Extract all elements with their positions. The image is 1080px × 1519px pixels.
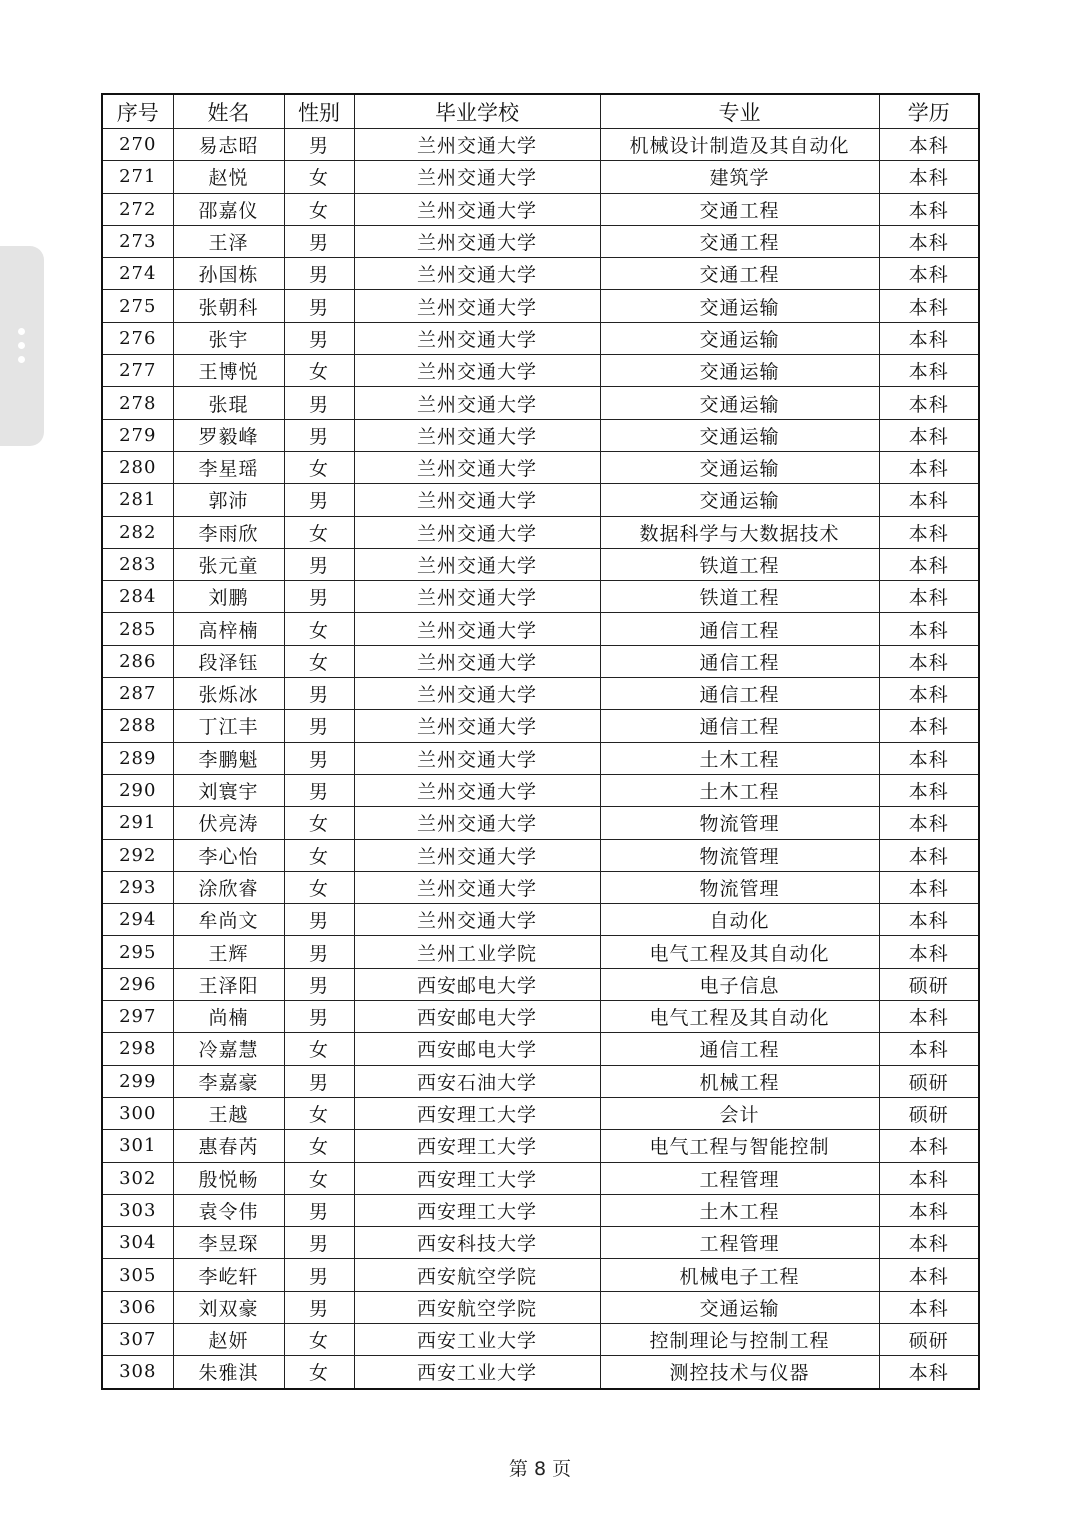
school-cell: 西安邮电大学 xyxy=(354,968,600,1000)
gender-cell: 女 xyxy=(284,1162,354,1194)
serial-number-cell: 298 xyxy=(102,1033,173,1065)
name-cell: 李屹轩 xyxy=(173,1259,284,1291)
major-cell: 铁道工程 xyxy=(600,548,879,580)
name-cell: 张宇 xyxy=(173,322,284,354)
column-header: 毕业学校 xyxy=(354,94,600,129)
side-panel-handle[interactable] xyxy=(0,246,44,446)
table-body xyxy=(102,129,979,1389)
name-cell: 赵妍 xyxy=(173,1323,284,1355)
name-cell: 尚楠 xyxy=(173,1001,284,1033)
degree-cell: 本科 xyxy=(879,484,979,516)
major-cell: 铁道工程 xyxy=(600,581,879,613)
major-cell: 工程管理 xyxy=(600,1162,879,1194)
table-row xyxy=(102,548,979,580)
major-cell: 交通工程 xyxy=(600,193,879,225)
degree-cell: 本科 xyxy=(879,1001,979,1033)
serial-number-cell: 284 xyxy=(102,581,173,613)
name-cell: 王泽阳 xyxy=(173,968,284,1000)
degree-cell: 本科 xyxy=(879,225,979,257)
name-cell: 冷嘉慧 xyxy=(173,1033,284,1065)
name-cell: 涂欣睿 xyxy=(173,871,284,903)
major-cell: 通信工程 xyxy=(600,710,879,742)
serial-number-cell: 308 xyxy=(102,1356,173,1389)
gender-cell: 男 xyxy=(284,258,354,290)
school-cell: 西安石油大学 xyxy=(354,1065,600,1097)
serial-number-cell: 278 xyxy=(102,387,173,419)
major-cell: 土木工程 xyxy=(600,742,879,774)
serial-number-cell: 280 xyxy=(102,451,173,483)
major-cell: 土木工程 xyxy=(600,774,879,806)
name-cell: 李星瑶 xyxy=(173,451,284,483)
roster-table xyxy=(101,93,980,1390)
degree-cell: 硕研 xyxy=(879,1323,979,1355)
gender-cell: 男 xyxy=(284,742,354,774)
name-cell: 张元童 xyxy=(173,548,284,580)
gender-cell: 男 xyxy=(284,774,354,806)
degree-cell: 硕研 xyxy=(879,1065,979,1097)
major-cell: 交通工程 xyxy=(600,225,879,257)
major-cell: 交通运输 xyxy=(600,290,879,322)
gender-cell: 男 xyxy=(284,387,354,419)
table-row xyxy=(102,451,979,483)
table-row xyxy=(102,1001,979,1033)
school-cell: 兰州交通大学 xyxy=(354,355,600,387)
name-cell: 李雨欣 xyxy=(173,516,284,548)
degree-cell: 硕研 xyxy=(879,968,979,1000)
major-cell: 物流管理 xyxy=(600,871,879,903)
major-cell: 电气工程及其自动化 xyxy=(600,1001,879,1033)
name-cell: 李嘉豪 xyxy=(173,1065,284,1097)
name-cell: 李心怡 xyxy=(173,839,284,871)
serial-number-cell: 277 xyxy=(102,355,173,387)
school-cell: 西安邮电大学 xyxy=(354,1033,600,1065)
school-cell: 兰州交通大学 xyxy=(354,161,600,193)
table-row xyxy=(102,1227,979,1259)
major-cell: 物流管理 xyxy=(600,807,879,839)
major-cell: 物流管理 xyxy=(600,839,879,871)
gender-cell: 男 xyxy=(284,936,354,968)
table-row xyxy=(102,1194,979,1226)
school-cell: 兰州交通大学 xyxy=(354,548,600,580)
serial-number-cell: 288 xyxy=(102,710,173,742)
table-row xyxy=(102,225,979,257)
school-cell: 兰州交通大学 xyxy=(354,774,600,806)
gender-cell: 男 xyxy=(284,484,354,516)
name-cell: 赵悦 xyxy=(173,161,284,193)
gender-cell: 女 xyxy=(284,1356,354,1389)
serial-number-cell: 295 xyxy=(102,936,173,968)
name-cell: 段泽钰 xyxy=(173,645,284,677)
column-header: 性别 xyxy=(284,94,354,129)
table-row xyxy=(102,516,979,548)
name-cell: 张琨 xyxy=(173,387,284,419)
gender-cell: 男 xyxy=(284,1291,354,1323)
school-cell: 兰州交通大学 xyxy=(354,581,600,613)
name-cell: 伏亮涛 xyxy=(173,807,284,839)
name-cell: 李昱琛 xyxy=(173,1227,284,1259)
major-cell: 交通工程 xyxy=(600,258,879,290)
school-cell: 西安邮电大学 xyxy=(354,1001,600,1033)
table-row xyxy=(102,290,979,322)
table-row xyxy=(102,355,979,387)
table-row xyxy=(102,1259,979,1291)
serial-number-cell: 273 xyxy=(102,225,173,257)
name-cell: 王泽 xyxy=(173,225,284,257)
name-cell: 刘鹏 xyxy=(173,581,284,613)
table-row xyxy=(102,678,979,710)
serial-number-cell: 303 xyxy=(102,1194,173,1226)
serial-number-cell: 297 xyxy=(102,1001,173,1033)
school-cell: 兰州交通大学 xyxy=(354,484,600,516)
name-cell: 王博悦 xyxy=(173,355,284,387)
serial-number-cell: 287 xyxy=(102,678,173,710)
serial-number-cell: 305 xyxy=(102,1259,173,1291)
school-cell: 西安理工大学 xyxy=(354,1097,600,1129)
degree-cell: 本科 xyxy=(879,1033,979,1065)
name-cell: 王辉 xyxy=(173,936,284,968)
serial-number-cell: 279 xyxy=(102,419,173,451)
degree-cell: 本科 xyxy=(879,1227,979,1259)
school-cell: 兰州交通大学 xyxy=(354,451,600,483)
gender-cell: 女 xyxy=(284,1130,354,1162)
degree-cell: 本科 xyxy=(879,322,979,354)
serial-number-cell: 286 xyxy=(102,645,173,677)
school-cell: 兰州交通大学 xyxy=(354,710,600,742)
major-cell: 机械电子工程 xyxy=(600,1259,879,1291)
name-cell: 刘双豪 xyxy=(173,1291,284,1323)
serial-number-cell: 291 xyxy=(102,807,173,839)
gender-cell: 女 xyxy=(284,161,354,193)
major-cell: 交通运输 xyxy=(600,419,879,451)
table-row xyxy=(102,807,979,839)
table-row xyxy=(102,1162,979,1194)
more-vertical-icon-dot xyxy=(18,356,25,363)
table-row xyxy=(102,742,979,774)
degree-cell: 本科 xyxy=(879,678,979,710)
serial-number-cell: 283 xyxy=(102,548,173,580)
gender-cell: 男 xyxy=(284,1194,354,1226)
name-cell: 孙国栋 xyxy=(173,258,284,290)
name-cell: 李鹏魁 xyxy=(173,742,284,774)
table-row xyxy=(102,1065,979,1097)
name-cell: 袁令伟 xyxy=(173,1194,284,1226)
serial-number-cell: 274 xyxy=(102,258,173,290)
major-cell: 交通运输 xyxy=(600,451,879,483)
serial-number-cell: 300 xyxy=(102,1097,173,1129)
gender-cell: 男 xyxy=(284,290,354,322)
major-cell: 电气工程与智能控制 xyxy=(600,1130,879,1162)
gender-cell: 女 xyxy=(284,1033,354,1065)
gender-cell: 女 xyxy=(284,193,354,225)
table-row xyxy=(102,322,979,354)
name-cell: 刘寰宇 xyxy=(173,774,284,806)
serial-number-cell: 276 xyxy=(102,322,173,354)
major-cell: 通信工程 xyxy=(600,1033,879,1065)
gender-cell: 女 xyxy=(284,645,354,677)
table-row xyxy=(102,1356,979,1389)
gender-cell: 男 xyxy=(284,322,354,354)
degree-cell: 本科 xyxy=(879,290,979,322)
table-row xyxy=(102,1033,979,1065)
degree-cell: 本科 xyxy=(879,581,979,613)
gender-cell: 男 xyxy=(284,548,354,580)
degree-cell: 本科 xyxy=(879,904,979,936)
serial-number-cell: 290 xyxy=(102,774,173,806)
gender-cell: 女 xyxy=(284,613,354,645)
serial-number-cell: 296 xyxy=(102,968,173,1000)
school-cell: 兰州交通大学 xyxy=(354,807,600,839)
gender-cell: 男 xyxy=(284,1259,354,1291)
table-row xyxy=(102,387,979,419)
serial-number-cell: 271 xyxy=(102,161,173,193)
degree-cell: 本科 xyxy=(879,613,979,645)
degree-cell: 本科 xyxy=(879,1194,979,1226)
table-row xyxy=(102,710,979,742)
more-vertical-icon-dot xyxy=(18,342,25,349)
serial-number-cell: 301 xyxy=(102,1130,173,1162)
school-cell: 兰州交通大学 xyxy=(354,258,600,290)
school-cell: 兰州交通大学 xyxy=(354,290,600,322)
degree-cell: 本科 xyxy=(879,1130,979,1162)
school-cell: 兰州交通大学 xyxy=(354,516,600,548)
gender-cell: 男 xyxy=(284,904,354,936)
major-cell: 数据科学与大数据技术 xyxy=(600,516,879,548)
degree-cell: 硕研 xyxy=(879,1097,979,1129)
school-cell: 兰州交通大学 xyxy=(354,387,600,419)
name-cell: 张烁冰 xyxy=(173,678,284,710)
degree-cell: 本科 xyxy=(879,1291,979,1323)
serial-number-cell: 285 xyxy=(102,613,173,645)
school-cell: 兰州交通大学 xyxy=(354,871,600,903)
degree-cell: 本科 xyxy=(879,839,979,871)
table-row xyxy=(102,613,979,645)
school-cell: 兰州交通大学 xyxy=(354,225,600,257)
serial-number-cell: 304 xyxy=(102,1227,173,1259)
school-cell: 西安理工大学 xyxy=(354,1194,600,1226)
table-header-row xyxy=(102,94,979,129)
table-row xyxy=(102,839,979,871)
name-cell: 王越 xyxy=(173,1097,284,1129)
degree-cell: 本科 xyxy=(879,419,979,451)
table-row xyxy=(102,161,979,193)
table-row xyxy=(102,904,979,936)
degree-cell: 本科 xyxy=(879,548,979,580)
table-row xyxy=(102,936,979,968)
major-cell: 机械工程 xyxy=(600,1065,879,1097)
school-cell: 西安航空学院 xyxy=(354,1259,600,1291)
school-cell: 西安工业大学 xyxy=(354,1356,600,1389)
table-row xyxy=(102,193,979,225)
column-header: 学历 xyxy=(879,94,979,129)
gender-cell: 男 xyxy=(284,710,354,742)
degree-cell: 本科 xyxy=(879,355,979,387)
serial-number-cell: 306 xyxy=(102,1291,173,1323)
school-cell: 兰州交通大学 xyxy=(354,322,600,354)
major-cell: 通信工程 xyxy=(600,678,879,710)
gender-cell: 男 xyxy=(284,419,354,451)
table-row xyxy=(102,419,979,451)
major-cell: 交通运输 xyxy=(600,1291,879,1323)
degree-cell: 本科 xyxy=(879,936,979,968)
gender-cell: 男 xyxy=(284,968,354,1000)
gender-cell: 女 xyxy=(284,1097,354,1129)
gender-cell: 女 xyxy=(284,451,354,483)
serial-number-cell: 272 xyxy=(102,193,173,225)
school-cell: 兰州交通大学 xyxy=(354,419,600,451)
gender-cell: 男 xyxy=(284,678,354,710)
serial-number-cell: 307 xyxy=(102,1323,173,1355)
major-cell: 土木工程 xyxy=(600,1194,879,1226)
page-number: 第 8 页 xyxy=(508,1458,572,1480)
school-cell: 兰州交通大学 xyxy=(354,904,600,936)
gender-cell: 男 xyxy=(284,1065,354,1097)
degree-cell: 本科 xyxy=(879,645,979,677)
degree-cell: 本科 xyxy=(879,451,979,483)
degree-cell: 本科 xyxy=(879,742,979,774)
major-cell: 工程管理 xyxy=(600,1227,879,1259)
serial-number-cell: 294 xyxy=(102,904,173,936)
school-cell: 兰州交通大学 xyxy=(354,129,600,161)
column-header: 序号 xyxy=(102,94,173,129)
degree-cell: 本科 xyxy=(879,387,979,419)
gender-cell: 男 xyxy=(284,1227,354,1259)
degree-cell: 本科 xyxy=(879,871,979,903)
degree-cell: 本科 xyxy=(879,774,979,806)
more-vertical-icon xyxy=(18,328,25,335)
school-cell: 兰州交通大学 xyxy=(354,742,600,774)
serial-number-cell: 299 xyxy=(102,1065,173,1097)
gender-cell: 女 xyxy=(284,516,354,548)
school-cell: 兰州交通大学 xyxy=(354,613,600,645)
gender-cell: 女 xyxy=(284,871,354,903)
serial-number-cell: 275 xyxy=(102,290,173,322)
school-cell: 兰州交通大学 xyxy=(354,645,600,677)
gender-cell: 男 xyxy=(284,225,354,257)
school-cell: 西安工业大学 xyxy=(354,1323,600,1355)
gender-cell: 女 xyxy=(284,839,354,871)
name-cell: 易志昭 xyxy=(173,129,284,161)
table-row xyxy=(102,581,979,613)
major-cell: 控制理论与控制工程 xyxy=(600,1323,879,1355)
degree-cell: 本科 xyxy=(879,516,979,548)
column-header: 姓名 xyxy=(173,94,284,129)
serial-number-cell: 282 xyxy=(102,516,173,548)
degree-cell: 本科 xyxy=(879,1259,979,1291)
table-row xyxy=(102,871,979,903)
gender-cell: 女 xyxy=(284,355,354,387)
name-cell: 邵嘉仪 xyxy=(173,193,284,225)
table-row xyxy=(102,968,979,1000)
gender-cell: 男 xyxy=(284,129,354,161)
gender-cell: 女 xyxy=(284,1323,354,1355)
major-cell: 通信工程 xyxy=(600,613,879,645)
school-cell: 兰州交通大学 xyxy=(354,839,600,871)
school-cell: 西安理工大学 xyxy=(354,1130,600,1162)
table-row xyxy=(102,1291,979,1323)
gender-cell: 男 xyxy=(284,1001,354,1033)
serial-number-cell: 292 xyxy=(102,839,173,871)
degree-cell: 本科 xyxy=(879,710,979,742)
major-cell: 机械设计制造及其自动化 xyxy=(600,129,879,161)
school-cell: 兰州交通大学 xyxy=(354,193,600,225)
major-cell: 交通运输 xyxy=(600,387,879,419)
name-cell: 殷悦畅 xyxy=(173,1162,284,1194)
serial-number-cell: 293 xyxy=(102,871,173,903)
name-cell: 郭沛 xyxy=(173,484,284,516)
serial-number-cell: 281 xyxy=(102,484,173,516)
degree-cell: 本科 xyxy=(879,258,979,290)
name-cell: 惠春芮 xyxy=(173,1130,284,1162)
major-cell: 通信工程 xyxy=(600,645,879,677)
table-row xyxy=(102,774,979,806)
degree-cell: 本科 xyxy=(879,1356,979,1389)
table-row xyxy=(102,258,979,290)
major-cell: 电子信息 xyxy=(600,968,879,1000)
degree-cell: 本科 xyxy=(879,129,979,161)
major-cell: 自动化 xyxy=(600,904,879,936)
name-cell: 高梓楠 xyxy=(173,613,284,645)
degree-cell: 本科 xyxy=(879,807,979,839)
name-cell: 丁江丰 xyxy=(173,710,284,742)
column-header: 专业 xyxy=(600,94,879,129)
table-row xyxy=(102,1130,979,1162)
major-cell: 交通运输 xyxy=(600,322,879,354)
degree-cell: 本科 xyxy=(879,161,979,193)
table-row xyxy=(102,129,979,161)
name-cell: 朱雅淇 xyxy=(173,1356,284,1389)
table-row xyxy=(102,1323,979,1355)
name-cell: 牟尚文 xyxy=(173,904,284,936)
school-cell: 兰州交通大学 xyxy=(354,678,600,710)
school-cell: 西安科技大学 xyxy=(354,1227,600,1259)
serial-number-cell: 289 xyxy=(102,742,173,774)
major-cell: 交通运输 xyxy=(600,355,879,387)
degree-cell: 本科 xyxy=(879,193,979,225)
major-cell: 建筑学 xyxy=(600,161,879,193)
school-cell: 兰州工业学院 xyxy=(354,936,600,968)
name-cell: 罗毅峰 xyxy=(173,419,284,451)
major-cell: 测控技术与仪器 xyxy=(600,1356,879,1389)
school-cell: 西安理工大学 xyxy=(354,1162,600,1194)
serial-number-cell: 270 xyxy=(102,129,173,161)
gender-cell: 男 xyxy=(284,581,354,613)
gender-cell: 女 xyxy=(284,807,354,839)
table-row xyxy=(102,484,979,516)
major-cell: 会计 xyxy=(600,1097,879,1129)
table-row xyxy=(102,1097,979,1129)
table-row xyxy=(102,645,979,677)
school-cell: 西安航空学院 xyxy=(354,1291,600,1323)
major-cell: 交通运输 xyxy=(600,484,879,516)
degree-cell: 本科 xyxy=(879,1162,979,1194)
name-cell: 张朝科 xyxy=(173,290,284,322)
major-cell: 电气工程及其自动化 xyxy=(600,936,879,968)
serial-number-cell: 302 xyxy=(102,1162,173,1194)
